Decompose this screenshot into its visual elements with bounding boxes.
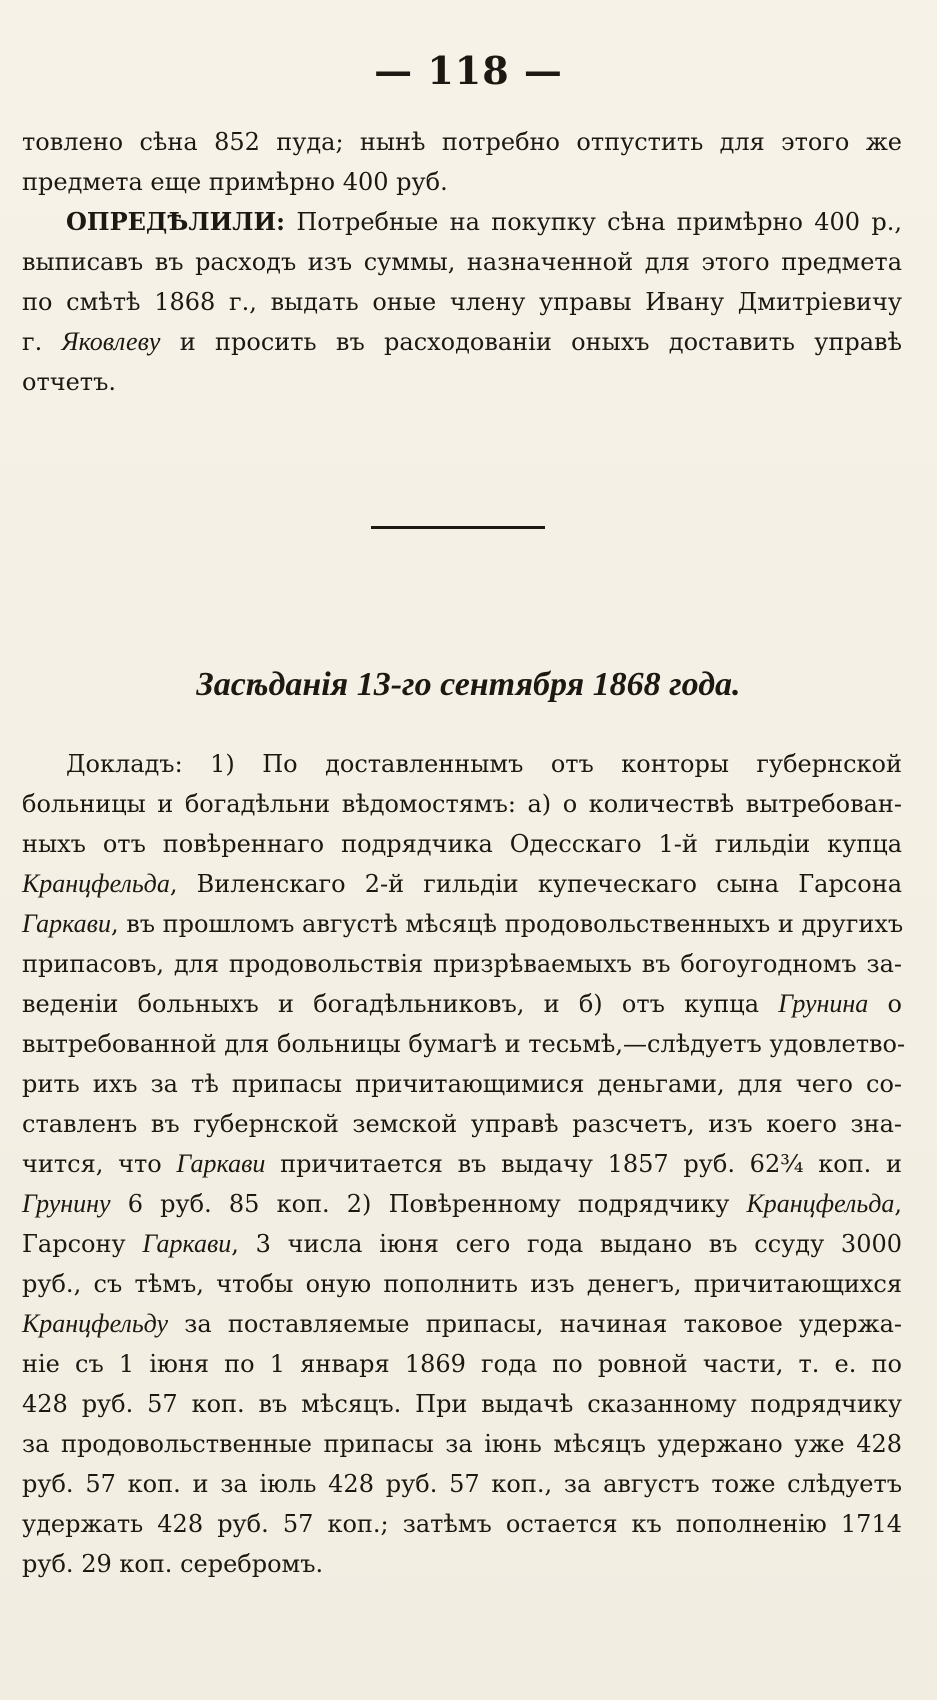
surname-garkavi: Гаркави — [22, 909, 111, 938]
text-line — [22, 984, 902, 1024]
text-fragment: , 3 числа іюня сего года выдано въ ссуду 3000 — [231, 1230, 903, 1258]
page-number: — 118 — — [374, 48, 563, 93]
surname-yakovlev: Яковлеву — [61, 327, 161, 356]
text-fragment: чится, что — [22, 1150, 177, 1178]
text-fragment: г. — [22, 328, 62, 356]
surname-garkavi: Гаркави — [176, 1149, 266, 1178]
report-paragraph-block — [22, 744, 906, 1584]
text-line: отчетъ. — [22, 368, 116, 396]
text-line: Докладъ: 1) По доставленнымъ отъ конторы губернской — [66, 750, 902, 778]
text-line: припасовъ, для продовольствія призрѣваемыхъ въ богоугодномъ за- — [22, 950, 902, 978]
text-line: руб., съ тѣмъ, чтобы оную пополнить изъ денегъ, причитающихся — [22, 1270, 902, 1298]
text-fragment: Потребные на покупку сѣна примѣрно 400 р., — [285, 208, 902, 236]
text-line: за продовольственные припасы за іюнь мѣсяцъ удержано уже 428 — [22, 1430, 902, 1458]
text-line — [22, 1224, 902, 1264]
text-line — [22, 322, 902, 362]
text-fragment: , — [894, 1190, 902, 1218]
text-line — [22, 904, 902, 944]
text-line — [22, 1184, 902, 1224]
text-line: по смѣтѣ 1868 г., выдать оные члену управы Ивану Дмитріевичу — [22, 288, 902, 316]
text-line: больницы и богадѣльни вѣдомостямъ: а) о количествѣ вытребован- — [22, 790, 902, 818]
text-line: рить ихъ за тѣ припасы причитающимися деньгами, для чего со- — [22, 1070, 902, 1098]
surname-krantsfeld: Кранцфельду — [22, 1309, 169, 1338]
surname-grunin: Грунина — [778, 989, 869, 1018]
text-line: удержать 428 руб. 57 коп.; затѣмъ остается къ пополненію 1714 — [22, 1510, 902, 1538]
text-line: ніе съ 1 іюня по 1 января 1869 года по ровной части, т. е. по — [22, 1350, 902, 1378]
text-line: ныхъ отъ повѣреннаго подрядчика Одесскаго 1-й гильдіи купца — [22, 830, 902, 858]
text-line — [22, 1304, 902, 1344]
text-fragment: причитается въ выдачу 1857 руб. 62¾ коп. и — [265, 1150, 903, 1178]
text-line: руб. 29 коп. серебромъ. — [22, 1550, 324, 1578]
text-line — [22, 864, 902, 904]
text-fragment: и просить въ расходованіи оныхъ доставить управѣ — [160, 328, 902, 356]
text-line — [22, 1144, 902, 1184]
surname-grunin: Грунину — [22, 1189, 111, 1218]
text-line: руб. 57 коп. и за іюль 428 руб. 57 коп., за августъ тоже слѣдуетъ — [22, 1470, 902, 1498]
text-line: выписавъ въ расходъ изъ суммы, назначенной для этого предмета — [22, 248, 902, 276]
text-fragment: , въ прошломъ августѣ мѣсяцѣ продовольственныхъ и другихъ — [110, 910, 904, 938]
text-line: 428 руб. 57 коп. въ мѣсяцъ. При выдачѣ сказанному подрядчику — [22, 1390, 902, 1418]
surname-krantsfeld: Кранцфельда — [746, 1189, 895, 1218]
surname-garkavi: Гаркави — [142, 1229, 232, 1258]
text-line: предмета еще примѣрно 400 руб. — [22, 168, 448, 196]
resolution-label: ОПРЕДѢЛИЛИ: — [66, 207, 286, 236]
text-fragment: веденіи больныхъ и богадѣльниковъ, и б) отъ купца — [22, 990, 759, 1018]
first-paragraph-block — [22, 122, 902, 402]
text-fragment: 6 руб. 85 коп. 2) Повѣренному подрядчику — [110, 1190, 747, 1218]
text-line — [22, 202, 902, 242]
text-fragment: за поставляемые припасы, начиная таковое удержа- — [168, 1310, 902, 1338]
section-heading: Засѣданія 13-го сентября 1868 года. — [196, 666, 741, 703]
text-line: товлено сѣна 852 пуда; нынѣ потребно отпустить для этого же — [22, 128, 902, 156]
text-line: ставленъ въ губернской земской управѣ разсчетъ, изъ коего зна- — [22, 1110, 902, 1138]
text-line: вытребованной для больницы бумагѣ и тесьмѣ,—слѣдуетъ удовлетво- — [22, 1030, 906, 1058]
text-fragment: , Виленскаго 2-й гильдіи купеческаго сына Гарсона — [169, 870, 902, 898]
surname-krantsfeld: Кранцфельда — [22, 869, 170, 898]
text-fragment: о — [868, 990, 902, 1018]
text-fragment: Гарсону — [22, 1230, 143, 1258]
section-separator — [371, 526, 545, 529]
